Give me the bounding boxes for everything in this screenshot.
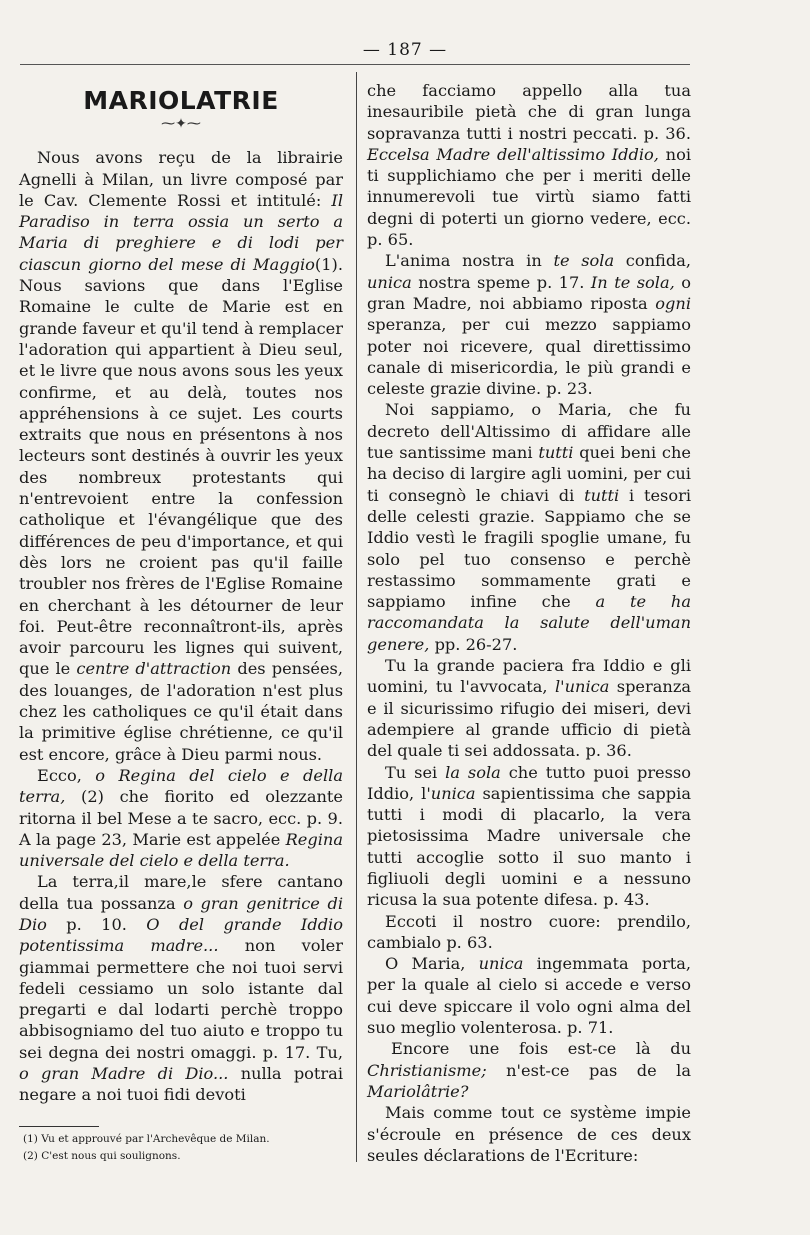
quote-paragraph-anima: L'anima nostra in te sola confida, unica nostra speme p. 17. In te sola, o gran Madre, noi abbiamo riposta ogni speranza, per cui mezzo sappiamo poter noi ricevere, qual direttissimo canale di misericordia, le più grandi e celeste grazie divine. p. 23. <box>367 251 691 399</box>
header-rule <box>20 64 690 65</box>
right-column <box>367 80 691 1166</box>
quote-paragraph-porta: O Maria, unica ingemmata porta, per la quale al cielo si accede e verso cui deve spiccare il volo ogni alma del suo meglio volenterosa. p. 71. <box>367 954 691 1038</box>
left-column <box>19 80 343 1106</box>
continued-paragraph: che facciamo appello alla tua inesauribile pietà che di gran lunga sopravanza tutti i nostri peccati. p. 36. Eccelsa Madre dell'altissimo Iddio, noi ti supplichiamo che per i meriti delle innumerevoli tue virtù siamo fatti degni di poterti un giorno vedere, ecc. p. 65. <box>367 81 692 250</box>
footnote-2: (2) C'est nous qui soulignons. <box>23 1150 181 1162</box>
column-divider <box>356 72 357 1162</box>
closing-paragraph: Mais comme tout ce système impie s'écroule en présence de ces deux seules déclarations de l'Ecriture: <box>367 1103 691 1165</box>
quote-paragraph-la-terra: La terra,il mare,le sfere cantano della tua possanza o gran genitrice di Dio p. 10. O del grande Iddio potentissima madre... non voler giammai permettere che noi tuoi servi fedeli cessiamo un solo istante dal pregarti e dal lodarti perchè troppo abbisogniamo del tuo aiuto e troppo tu sei degna dei nostri omaggi. p. 17. Tu, o gran Madre di Dio... nulla potrai negare a noi tuoi fidi devoti <box>19 872 343 1105</box>
title-ornament: ⁓✦⁓ <box>161 116 201 133</box>
footnote-rule <box>19 1126 99 1127</box>
intro-paragraph: Nous avons reçu de la librairie Agnelli à Milan, un livre composé par le Cav. Clemente Rossi et intitulé: Il Paradiso in terra ossia un serto a Maria di preghiere e di lodi per ciascun giorno del mese di Maggio(1). Nous savions que dans l'Eglise Romaine le culte de Marie est en grande faveur et qu'il tend à remplacer l'adoration qui appartient à Dieu seul, et le livre que nous avons sous les yeux confirme, et au delà, toutes nos appréhensions à ce sujet. Les courts extraits que nous en présentons à nos lecteurs sont destinés à ouvrir les yeux des nombreux protestants qui n'entrevoient entre la confession catholique et l'évangélique que des différences de peu d'importance, et qui dès lors ne croient pas qu'il faille troubler nos frères de l'Eglise Romaine en cherchant à les détourner de leur foi. Peut-être reconnaîtront-ils, après avoir parcouru les lignes qui suivent, que le centre d'attraction des pensées, des louanges, de l'adoration n'est plus chez les catholiques ce qu'il était dans la primitive église chrétienne, ce qu'il est encore, grâce à Dieu parmi nous. <box>19 148 343 764</box>
question-paragraph: Encore une fois est-ce là du Christianisme; n'est-ce pas de la Mariolâtrie? <box>367 1039 691 1101</box>
quote-paragraph-paciera: Tu la grande paciera fra Iddio e gli uomini, tu l'avvocata, l'unica speranza e il sicurissimo rifugio dei miseri, devi adempiere al grande ufficio di pietà del quale ti sei addossata. p. 36. <box>367 656 692 761</box>
quote-paragraph-la-sola: Tu sei la sola che tutto puoi presso Iddio, l'unica sapientissima che sappia tutti i modi di placarlo, la vera pietosissima Madre universale che tutti accoglie sotto il suo manto i figliuoli degli uomini e a nessuno ricusa la sua potente difesa. p. 43. <box>367 762 691 910</box>
footnote-1: (1) Vu et approuvé par l'Archevêque de Milan. <box>23 1133 270 1145</box>
page-number: — 187 — <box>362 40 448 60</box>
quote-paragraph-eccoti: Eccoti il nostro cuore: prendilo, cambialo p. 63. <box>367 911 691 952</box>
article-title: MARIOLATRIE <box>83 86 279 115</box>
quote-paragraph-noi-sappiamo: Noi sappiamo, o Maria, che fu decreto dell'Altissimo di affidare alle tue santissime mani tutti quei beni che ha deciso di largire agli uomini, per cui ti consegnò le chiavi di tutti i tesori delle celesti grazie. Sappiamo che se Iddio vestì le fragili spoglie umane, fu solo pel tuo consenso e perchè restassimo sommamente grati e sappiamo infine che a te ha raccomandata la salute dell'uman genere, pp. 26-27. <box>367 400 691 654</box>
footnotes <box>19 1124 343 1165</box>
quote-paragraph-ecco: Ecco, o Regina del cielo e della terra, (2) che fiorito ed olezzante ritorna il bel Mese a te sacro, ecc. p. 9. A la page 23, Marie est appelée Regina universale del cielo e della terra. <box>19 765 343 871</box>
